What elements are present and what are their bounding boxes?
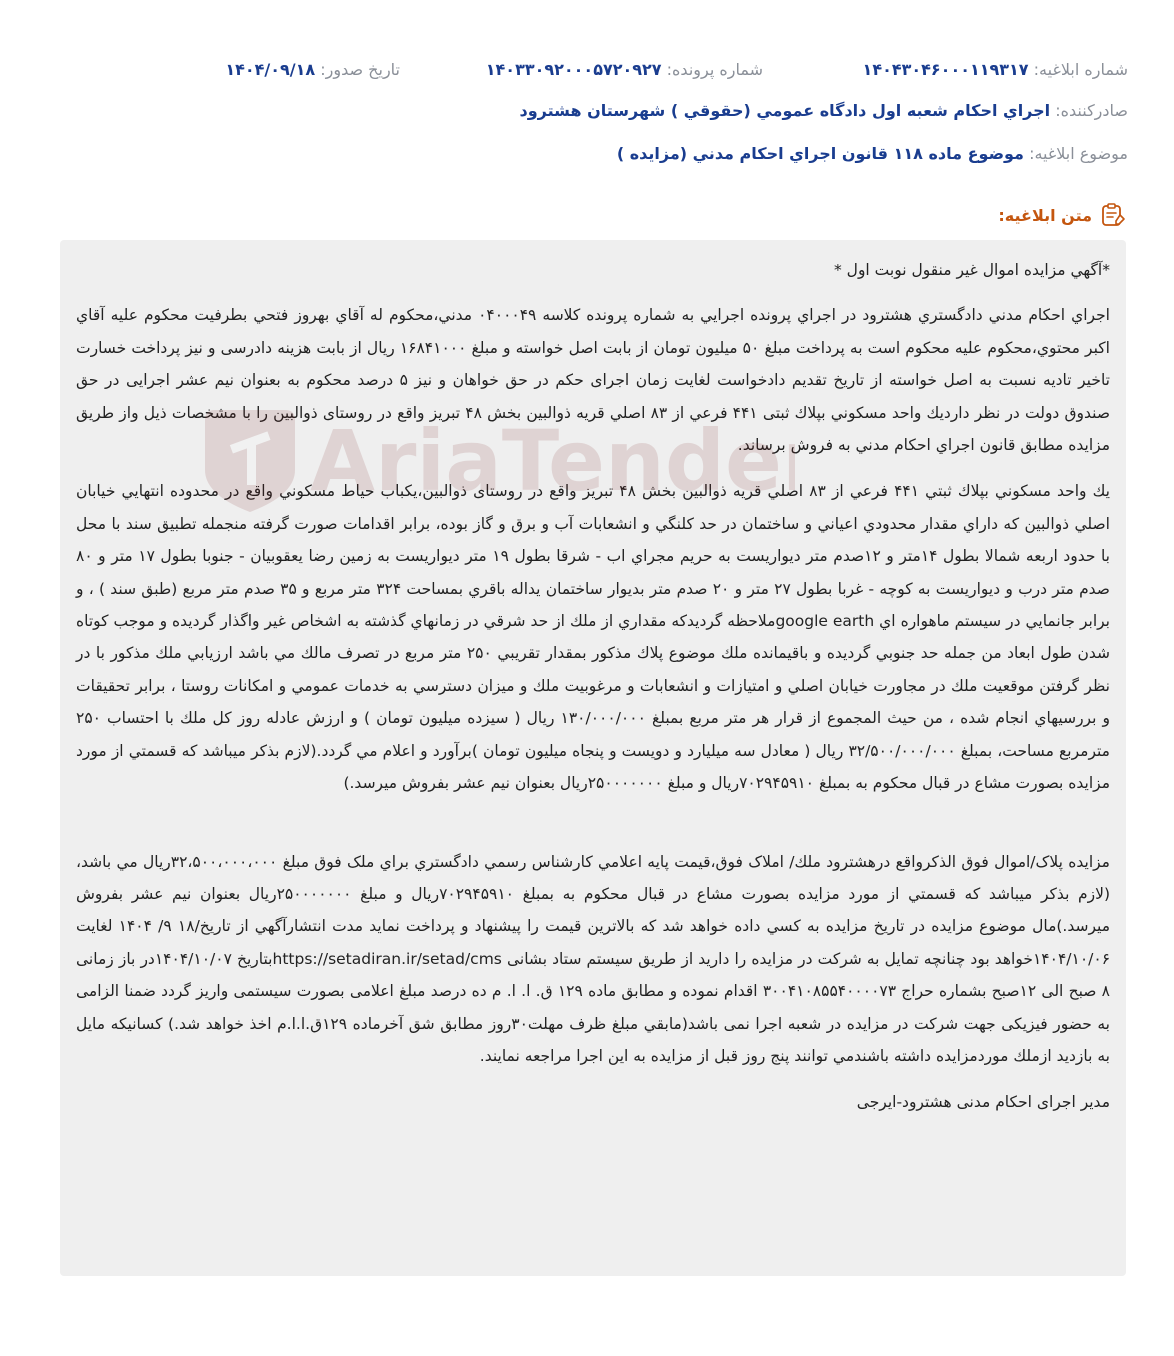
case-number [486, 57, 763, 83]
notice-paragraph-1: اجراي احكام مدني دادگستري هشترود در اجراي پرونده اجرايي به شماره پرونده كلاسه ۰۴۰۰۰۴۹ مدني،محكوم له آقاي بهروز فتحي بطرفيت محكوم عليه آقاي اكبر محتوي،محكوم عليه محكوم است به پرداخت مبلغ ۵۰ ميليون تومان از بابت اصل خواسته و مبلغ ۱۶۸۴۱۰۰۰ ريال از بابت هزينه دادرسی و نيز پرداخت خسارت تاخير تاديه نسبت به اصل خواسته از تاريخ تقديم دادخواست لغايت زمان اجرای حکم در حق خواهان و نيز ۵ درصد محکوم به بعنوان نيم عشر اجرايی در حق صندوق دولت در نظر داردیك واحد مسكوني بپلاك ثبتی ۴۴۱ فرعي از ۸۳ اصلي قريه ذوالبين بخش ۴۸ تبريز واقع در روستای ذوالبين را با مشخصات ذيل واز طريق مزايده مطابق قانون اجراي احكام مدني به فروش برساند. [76, 306, 1110, 455]
case-number-value: ۱۴۰۳۳۰۹۲۰۰۰۵۷۲۰۹۲۷ [485, 60, 662, 79]
notice-heading: *آگهي مزايده اموال غير منقول نوبت اول * [834, 261, 1110, 279]
issue-date [225, 57, 400, 83]
notice-number [863, 57, 1128, 83]
notice-body [76, 254, 1110, 1133]
section-title-label: متن ابلاغيه: [998, 205, 1092, 225]
notice-paragraph-2: يك واحد مسكوني بپلاك ثبتي ۴۴۱ فرعي از ۸۳ اصلي قريه ذوالبين بخش ۴۸ تبريز واقع در روستای ذوالبين،يكباب حياط مسكوني واقع در محدوده انتهايي خيابان اصلي ذوالبين كه داراي مقدار محدودي اعياني و ساختمان در حد كلنگي و انشعابات آب و برق و گاز بوده، برابر اقدامات صورت گرفته منجمله تطبيق سند با محل با حدود اربعه شمالا بطول ۱۴متر و ۱۲صدم متر ديواريست به حريم مجراي اب - شرقا بطول ۱۹ متر ديواريست به زمين رضا يعقوبيان - جنوبا بطول ۱۷ متر و ۸۰ صدم متر درب و ديواريست به كوچه - غربا بطول ۲۷ متر و ۲۰ صدم متر بديوار ساختمان يداله باقري بمساحت ۳۲۴ متر مربع و ۳۵ صدم متر مربع (طبق سند ) ، و برابر جانمايي در سيستم ماهواره اي google earthملاحظه گرديدكه مقداري از ملك از حد شرقي در زمانهاي گذشته به اشخاص غير واگذار گرديده و موجب كوتاه شدن طول ابعاد من جمله حد جنوبي گرديده و باقيمانده ملك موضوع پلاك مذكور بمقدار تقريبي ۲۵۰ متر مربع در تصرف مالك مي باشد ارزيابي ملك مذكور با در نظر گرفتن موقعيت ملك در مجاورت خيابان اصلي و امتيازات و انشعابات و مرغوبيت ملك و ميزان دسترسي به خدمات عمومي و امكانات روستا ، برابر تحقيقات و بررسيهاي انجام شده ، من حيث المجموع از قرار هر متر مربع بمبلغ ۱۳۰/۰۰۰/۰۰۰ ريال ( سيزده ميليون تومان ) و ارزش عادله روز كل ملك با احتساب ۲۵۰ مترمربع مساحت، بمبلغ ۳۲/۵۰۰/۰۰۰/۰۰۰ ريال ( معادل سه ميليارد و دويست و پنجاه ميليون تومان )برآورد و اعلام مي گردد.(لازم بذكر ميباشد كه قسمتي از مورد مزايده بصورت مشاع در قبال محكوم به بمبلغ ۷۰۲۹۴۵۹۱۰ريال و مبلغ ۲۵۰۰۰۰۰۰۰ريال بعنوان نيم عشر بفروش ميرسد.) [76, 482, 1110, 793]
notice-number-value: ۱۴۰۴۳۰۴۶۰۰۰۱۱۹۳۱۷ [862, 60, 1029, 79]
notice-number-label: شماره ابلاغيه: [1033, 60, 1128, 79]
subject-value: موضوع ماده ۱۱۸ قانون اجراي احكام مدني (مزايده ) [616, 144, 1024, 163]
notice-paragraph-3: مزايده پلاک/اموال فوق الذکرواقع درهشترود ملك/ املاک فوق،قيمت پايه اعلامي کارشناس رسمي دادگستري براي ملک فوق مبلغ ۳۲،۵۰۰،۰۰۰،۰۰۰ريال مي باشد، (لازم بذكر ميباشد كه قسمتي از مورد مزايده بصورت مشاع در قبال محكوم به بمبلغ ۷۰۲۹۴۵۹۱۰ريال و مبلغ ۲۵۰۰۰۰۰۰۰ريال بعنوان نيم عشر بفروش ميرسد.)مال موضوع مزايده در تاريخ مزايده به کسي داده خواهد شد که بالاترين قيمت را پيشنهاد و پرداخت نمايد مدت انتشارآگهي از تاريخ/۱۸ ۹/ ۱۴۰۴ لغايت ۱۴۰۴/۱۰/۰۶خواهد بود چنانچه تمايل به شرکت در مزايده را داريد از طريق سيستم ستاد بشانی https://setadiran.ir/setad/cmsبتاريخ ۱۴۰۴/۱۰/۰۷در باز زمانی ۸ صبح الی ۱۲صبح بشماره حراج ۳۰۰۴۱۰۸۵۵۴۰۰۰۰۷۳ اقدام نموده و مطابق ماده ۱۲۹ ق. ا. ا. م ده درصد مبلغ اعلامی بصورت سيستمی واريز گردد ضمنا الزامی به حضور فيزيکی جهت شرکت در مزايده در شعبه اجرا نمی باشد(مابقي مبلغ ظرف مهلت۳۰روز مطابق شق آخرماده ۱۲۹ق.ا.ا.م اخذ خواهد شد.) کسانيکه مايل به بازديد ازملك موردمزايده داشته باشندمي توانند پنج روز قبل از مزايده به اين اجرا مراجعه نمايند. [76, 852, 1111, 1065]
case-number-label: شماره پرونده: [666, 60, 763, 79]
notice-content-box [60, 240, 1126, 1276]
issuer [520, 98, 1128, 124]
section-title [998, 201, 1126, 229]
issuer-value: اجراي احكام شعبه اول دادگاه عمومي (حقوقي ) شهرستان هشترود [519, 101, 1051, 120]
notice-signature: مدير اجرای احکام مدنی هشترود-ايرجی [856, 1093, 1110, 1112]
paragraph-spacer [76, 814, 1110, 846]
issuer-label: صادرکننده: [1055, 101, 1128, 120]
issue-date-label: تاريخ صدور: [320, 60, 400, 79]
subject-label: موضوع ابلاغيه: [1029, 144, 1128, 163]
subject [617, 141, 1128, 167]
issue-date-value: ۱۴۰۴/۰۹/۱۸ [225, 60, 316, 79]
notice-text-icon [1100, 202, 1126, 228]
